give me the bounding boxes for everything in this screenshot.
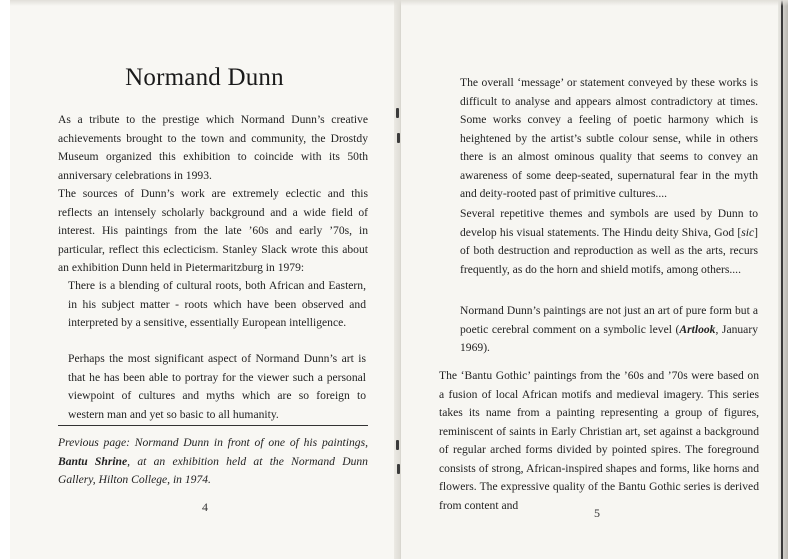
binding-staple-bottom-2 — [397, 464, 400, 474]
photo-caption — [58, 434, 368, 490]
artlook-text-2: , January 1969). — [460, 322, 758, 354]
book-edge — [778, 0, 788, 559]
sic-note: sic — [741, 225, 755, 239]
themes-text-1: Several repetitive themes and symbols are used by Dunn to develop his visual statements. The Hindu deity Shiva, God [ — [460, 207, 758, 239]
binding-staple-top — [396, 108, 399, 118]
bantu-gothic-paragraph: The ‘Bantu Gothic’ paintings from the ’60s and ’70s were based on a fusion of local African motifs and medieval imagery. This series takes its name from a painting representing a group of figures, reminiscent of saints in Early Christian art, set against a background of regular arched forms divided by pointed spires. The foreground consists of strong, African-inspired shapes and forms, like horns and flowers. The expressive quality of the Bantu Gothic series is derived from content and — [439, 369, 759, 512]
left-page — [10, 0, 400, 559]
artlook-source: Artlook — [679, 322, 716, 336]
sources-paragraph: The sources of Dunn’s work are extremely eclectic and this reflects an intensely scholarly background and a wide field of interest. His paintings from the late ’60s and early ’70s, in particular, reflect this eclecticism. Stanley Slack wrote this about an exhibition Dunn held in Pietermaritzburg in 1979: — [58, 187, 368, 274]
right-page — [401, 0, 785, 559]
binding-staple-top-2 — [397, 133, 400, 143]
artlook-text-1: Normand Dunn’s paintings are not just an art of pure form but a poetic cerebral comment on a symbolic level ( — [460, 304, 758, 336]
themes-quote — [460, 205, 758, 279]
page-number-left: 4 — [202, 500, 208, 514]
page-title: Normand Dunn — [125, 64, 284, 91]
caption-text-1: Previous page: Normand Dunn in front of one of his paintings, — [58, 436, 368, 449]
themes-text-2: ] of both destruction and reproduction as well as the arts, recurs frequently, as do the horn and shield motifs, among others.... — [460, 225, 758, 276]
overall-message-quote: The overall ‘message’ or statement conveyed by these works is difficult to analyse and appears almost contradictory at times. Some works convey a feeling of poetic harmony which is heightened by the artist’s subtle colour sense, while in others there is an almost ominous quality that seems to convey an awareness of some deep-seated, supernatural fear in the myth and deity-rooted past of primitive cultures.... — [460, 76, 758, 200]
caption-painting-title: Bantu Shrine — [58, 454, 128, 468]
top-shadow — [10, 0, 788, 6]
caption-text-2: , at an exhibition held at the Normand Dunn Gallery, Hilton College, in 1974. — [58, 454, 368, 486]
slack-quote-1: There is a blending of cultural roots, both African and Eastern, in his subject matter - roots which have been observed and interpreted by a sensitive, essentially European intelligence. — [68, 279, 366, 329]
caption-divider — [58, 425, 368, 426]
slack-quote-2: Perhaps the most significant aspect of Normand Dunn’s art is that he has been able to portray for the viewer such a personal viewpoint of cultures and myths which are so foreign to western man and yet so basic to all humanity. — [68, 352, 366, 421]
binding-staple-bottom — [396, 440, 399, 450]
page-number-right: 5 — [594, 506, 600, 520]
intro-paragraph: As a tribute to the prestige which Normand Dunn’s creative achievements brought to the town and community, the Drostdy Museum organized this exhibition to coincide with its 50th anniversary celebrations in 1993. — [58, 113, 368, 182]
artlook-quote — [460, 302, 758, 358]
